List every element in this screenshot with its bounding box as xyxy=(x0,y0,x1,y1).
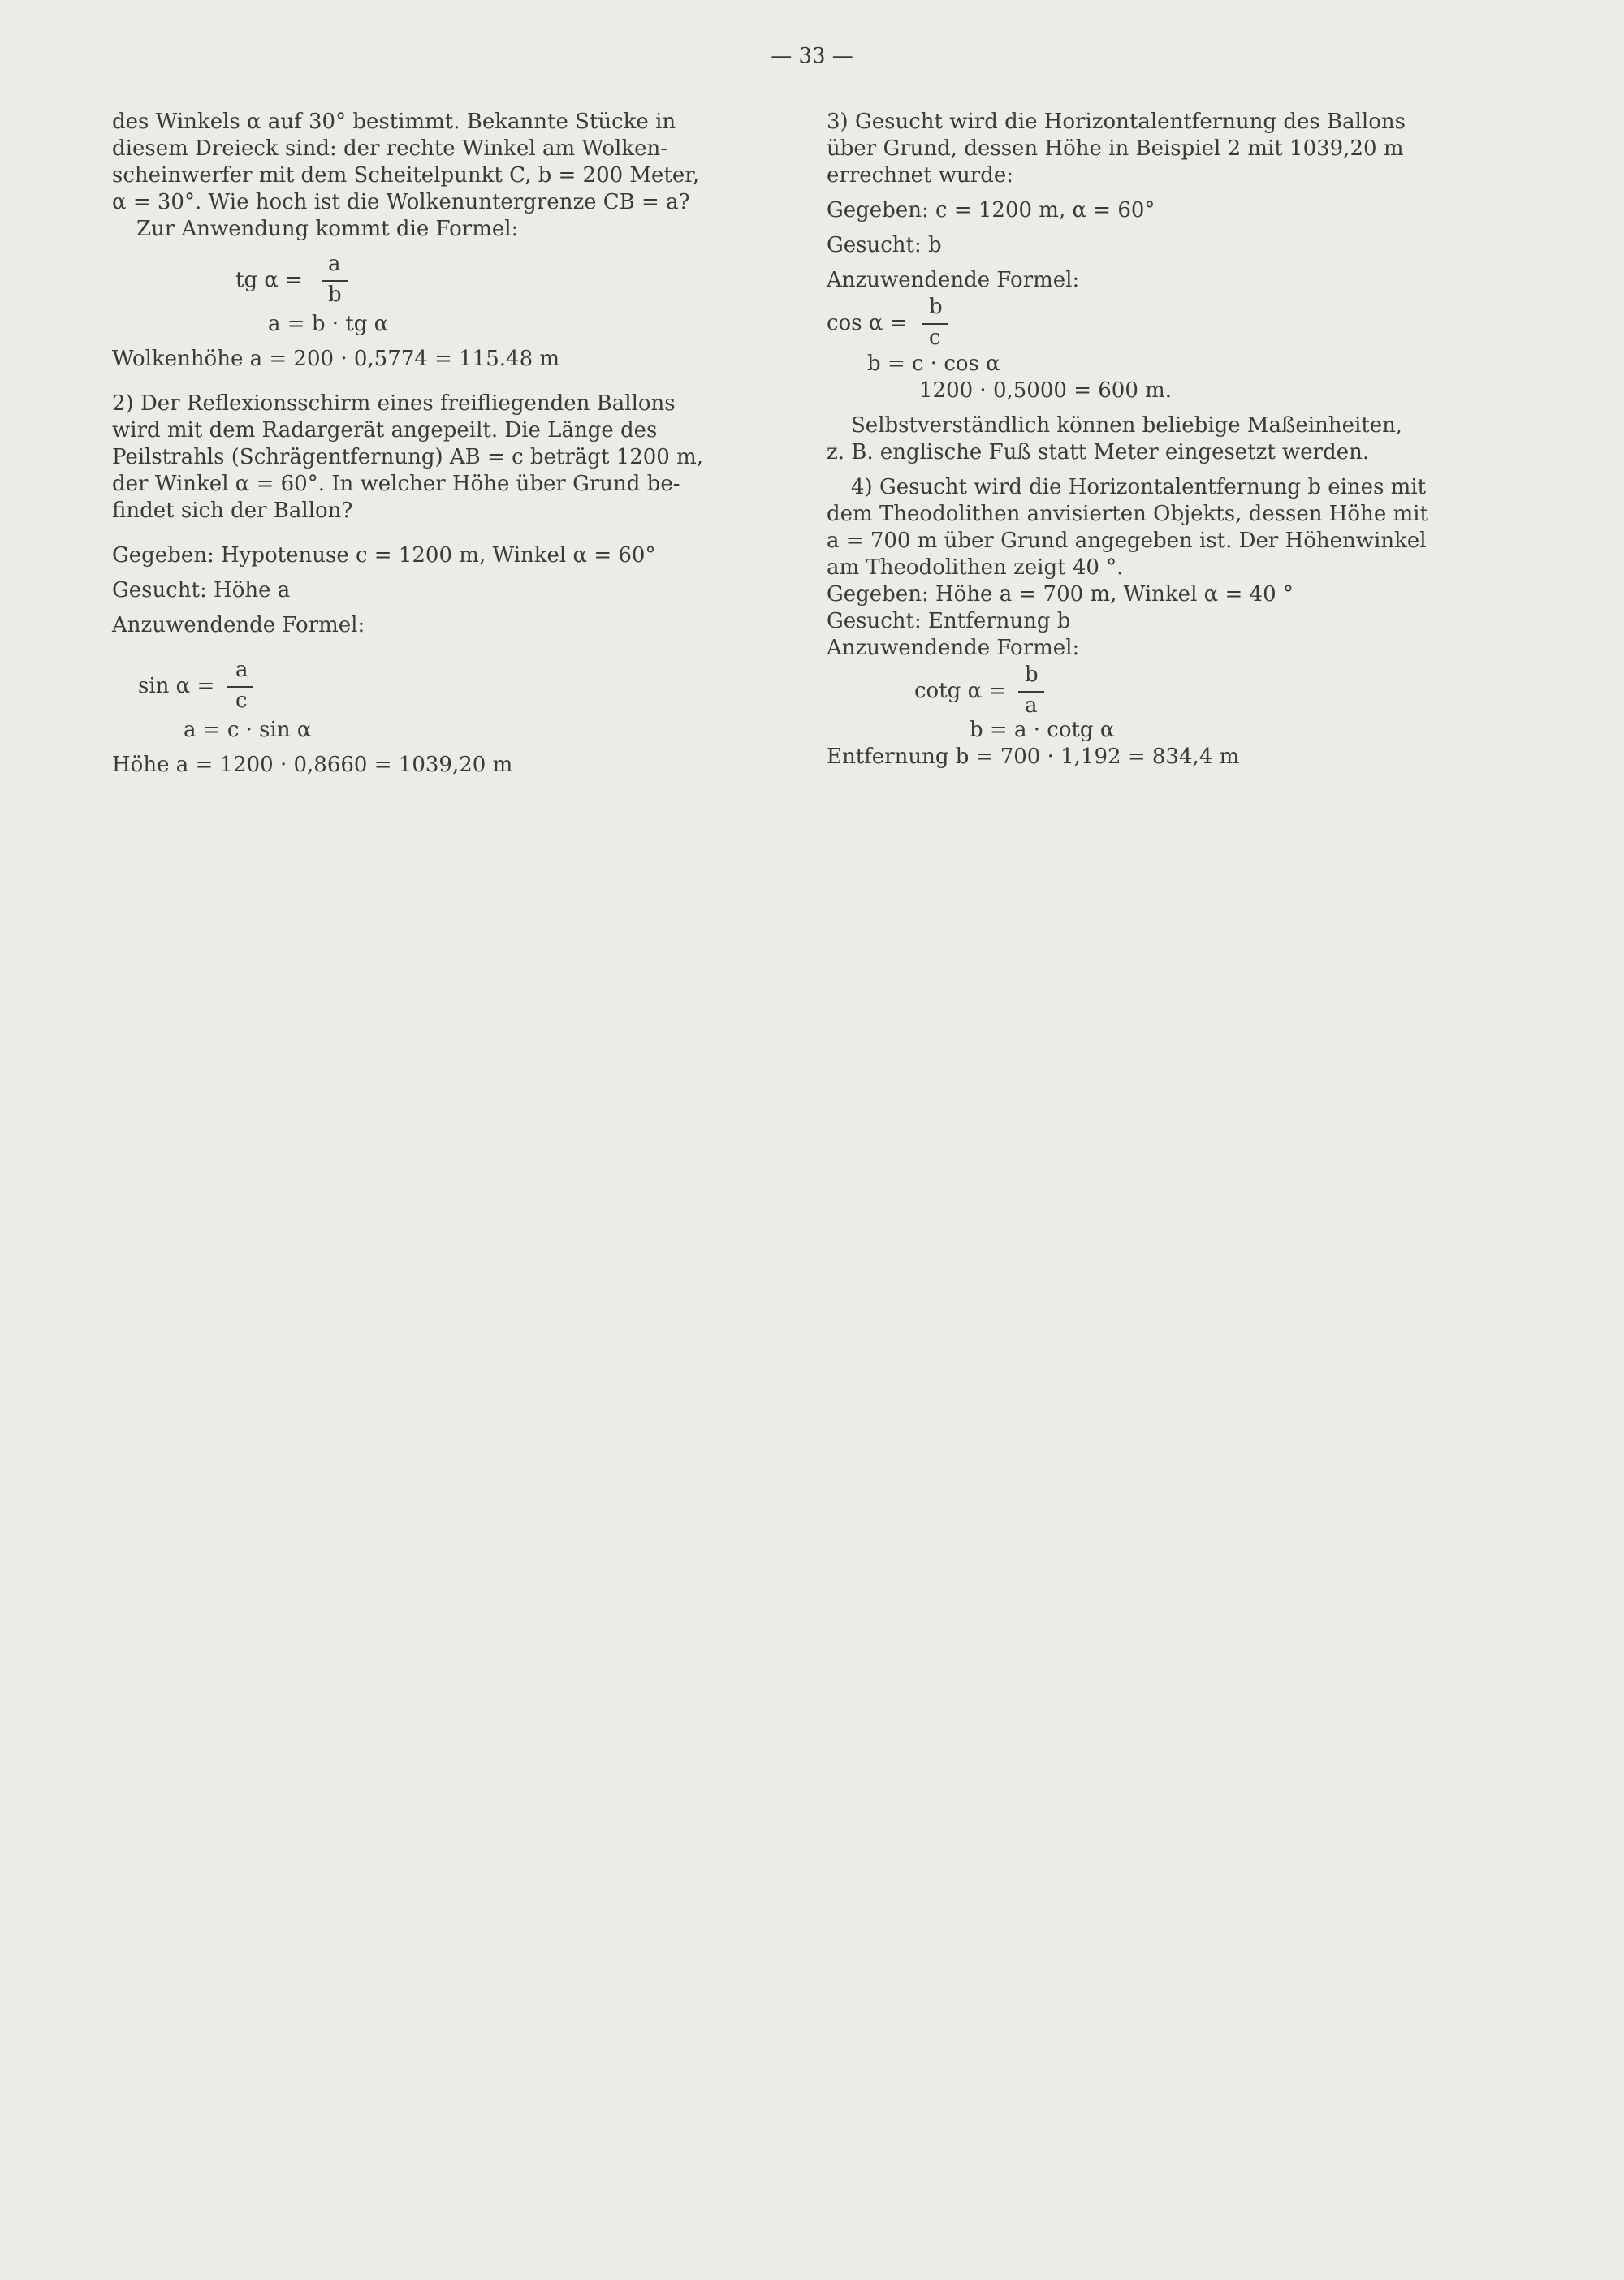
formula-equation: a = b · tg α xyxy=(268,312,389,336)
example-3-line-2: über Grund, dessen Höhe in Beispiel 2 mit 1039,20 m xyxy=(827,136,1404,161)
example-2-line-4: der Winkel α = 60°. In welcher Höhe über Grund be- xyxy=(112,472,680,496)
example-1-line-2: diesem Dreieck sind: der rechte Winkel am Wolken- xyxy=(112,136,668,161)
formula-cotangent xyxy=(827,662,1502,717)
formula-numerator: a xyxy=(328,252,341,276)
example-2-line-5: findet sich der Ballon? xyxy=(112,499,353,523)
formula-denominator: a xyxy=(1025,693,1038,718)
formula-result: Höhe a = 1200 · 0,8660 = 1039,20 m xyxy=(112,753,513,777)
example-1-line-3: scheinwerfer mit dem Scheitelpunkt C, b = 200 Meter, xyxy=(112,163,700,188)
formula-lhs: sin α = xyxy=(138,674,215,698)
formula-result: 1200 · 0,5000 = 600 m. xyxy=(919,378,1173,403)
example-1-line-4: α = 30°. Wie hoch ist die Wolkenuntergrenze CB = a? xyxy=(112,190,690,214)
formula-equation: b = c · cos α xyxy=(867,352,1000,376)
formula-lhs: cos α = xyxy=(827,311,908,335)
given-line: Gegeben: Höhe a = 700 m, Winkel α = 40 ° xyxy=(827,582,1294,607)
formula-lhs: tg α = xyxy=(235,268,303,292)
example-2-line-1: 2) Der Reflexionsschirm eines freifliegenden Ballons xyxy=(112,391,676,416)
sought-line: Gesucht: Entfernung b xyxy=(827,609,1071,633)
note-line-1: Selbstverständlich können beliebige Maßeinheiten, xyxy=(851,413,1403,438)
example-4-line-4: am Theodolithen zeigt 40 °. xyxy=(827,555,1124,580)
formula-label: Anzuwendende Formel: xyxy=(112,613,365,637)
formula-label: Anzuwendende Formel: xyxy=(827,268,1080,292)
formula-result: Entfernung b = 700 · 1,192 = 834,4 m xyxy=(827,745,1240,769)
formula-denominator: c xyxy=(929,326,941,350)
note-line-2: z. B. englische Fuß statt Meter eingesetzt werden. xyxy=(827,440,1370,464)
example-1-line-1: des Winkels α auf 30° bestimmt. Bekannte Stücke in xyxy=(112,110,676,134)
example-3-line-3: errechnet wurde: xyxy=(827,163,1014,188)
example-4-line-1: 4) Gesucht wird die Horizontalentfernung b eines mit xyxy=(851,475,1427,499)
formula-label: Anzuwendende Formel: xyxy=(827,636,1080,660)
formula-equation: b = a · cotg α xyxy=(970,718,1115,742)
formula-cosine xyxy=(827,294,1502,351)
formula-lhs: cotg α = xyxy=(914,679,1007,703)
sought-line: Gesucht: Höhe a xyxy=(112,578,291,602)
formula-sine xyxy=(112,657,788,715)
formula-intro: Zur Anwendung kommt die Formel: xyxy=(136,217,519,241)
formula-equation: a = c · sin α xyxy=(184,718,312,742)
formula-denominator: b xyxy=(328,283,342,307)
example-2-line-3: Peilstrahls (Schrägentfernung) AB = c beträgt 1200 m, xyxy=(112,445,704,469)
sought-line: Gesucht: b xyxy=(827,233,942,257)
example-2-line-2: wird mit dem Radargerät angepeilt. Die Länge des xyxy=(112,418,658,443)
formula-result: Wolkenhöhe a = 200 · 0,5774 = 115.48 m xyxy=(112,347,560,371)
given-line: Gegeben: Hypotenuse c = 1200 m, Winkel α = 60° xyxy=(112,543,656,568)
example-4-line-2: dem Theodolithen anvisierten Objekts, dessen Höhe mit xyxy=(827,502,1428,526)
left-column xyxy=(112,109,788,779)
formula-tangent xyxy=(112,251,788,309)
formula-denominator: c xyxy=(235,689,248,713)
given-line: Gegeben: c = 1200 m, α = 60° xyxy=(827,198,1155,222)
formula-numerator: a xyxy=(235,658,248,682)
right-column xyxy=(827,109,1502,771)
formula-numerator: b xyxy=(1025,663,1039,687)
example-3-line-1: 3) Gesucht wird die Horizontalentfernung des Ballons xyxy=(827,110,1406,134)
formula-numerator: b xyxy=(929,295,943,319)
page-number: — 33 — xyxy=(771,44,853,68)
example-4-line-3: a = 700 m über Grund angegeben ist. Der Höhenwinkel xyxy=(827,529,1427,553)
